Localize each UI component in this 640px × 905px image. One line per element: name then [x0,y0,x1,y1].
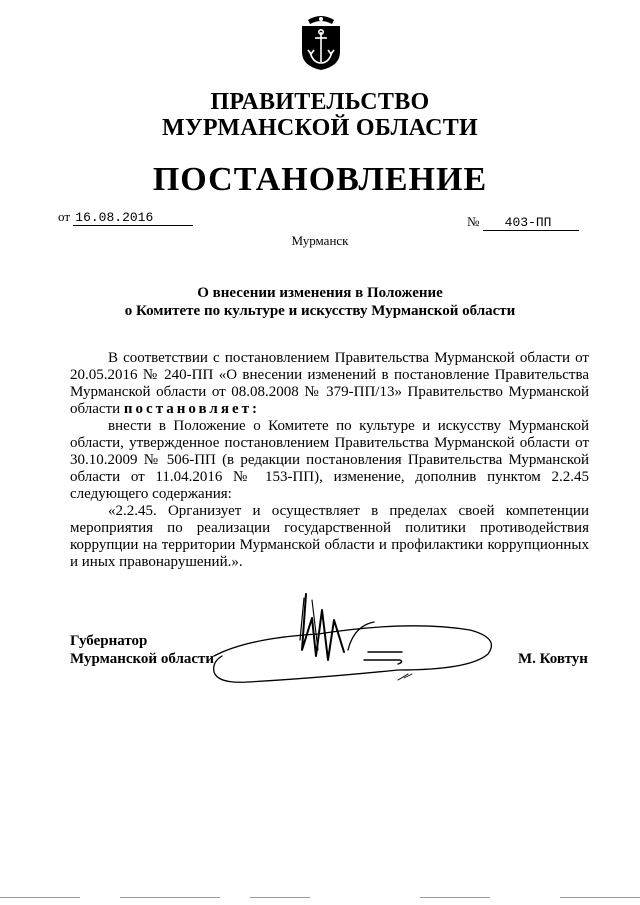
number-prefix: № [467,214,480,229]
city-name: Мурманск [291,233,349,248]
scan-edge-line [250,897,310,898]
decree-word: постановляет: [123,401,260,417]
scan-edge-line [420,897,490,898]
scan-edge-line [0,897,80,898]
signatory-title-line2: Мурманской области [70,651,215,667]
signatory-name: М. Ковтун [518,651,588,667]
document-number [467,214,579,231]
government-name-line1: ПРАВИТЕЛЬСТВО [210,89,430,115]
document-date [58,209,193,226]
handwritten-signature [208,590,498,690]
scan-edge-line [120,897,220,898]
scan-edge-line [560,897,640,898]
government-name-line2: МУРМАНСКОЙ ОБЛАСТИ [162,115,478,141]
document-body [70,350,589,571]
coat-of-arms-icon [296,12,346,72]
new-clause-paragraph: «2.2.45. Организует и осуществляет в пределах своей компетенции мероприятия по реализации государственной политики противодействия коррупции на территории Мурманской области и профилактики коррупционных и иных правонарушений.». [70,503,589,570]
signatory-title-line1: Губернатор [70,633,148,649]
amendment-paragraph: внести в Положение о Комитете по культуре и искусству Мурманской области, утвержденное постановлением Правительства Мурманской области от 30.10.2009 № 506-ПП (в редакции постановления Правительства Мурманской области от 11.04.2016 № 153-ПП), изменение, дополнив пунктом 2.2.45 следующего содержания: [70,418,589,502]
date-prefix: от [58,209,71,224]
number-value: 403-ПП [483,215,579,231]
subject-line2: о Комитете по культуре и искусству Мурманской области [124,303,516,319]
subject-line1: О внесении изменения в Положение [197,285,443,301]
date-value: 16.08.2016 [73,210,193,226]
preamble-text: В соответствии с постановлением Правительства Мурманской области от 20.05.2016 № 240-ПП «О внесении изменений в постановление Правительства Мурманской области от 08.08.2008 № 379-ПП/13» Правительство Мурманской области [70,350,589,417]
signatory-title [70,632,214,668]
preamble-paragraph [70,350,589,418]
document-type-title: ПОСТАНОВЛЕНИЕ [152,161,488,198]
